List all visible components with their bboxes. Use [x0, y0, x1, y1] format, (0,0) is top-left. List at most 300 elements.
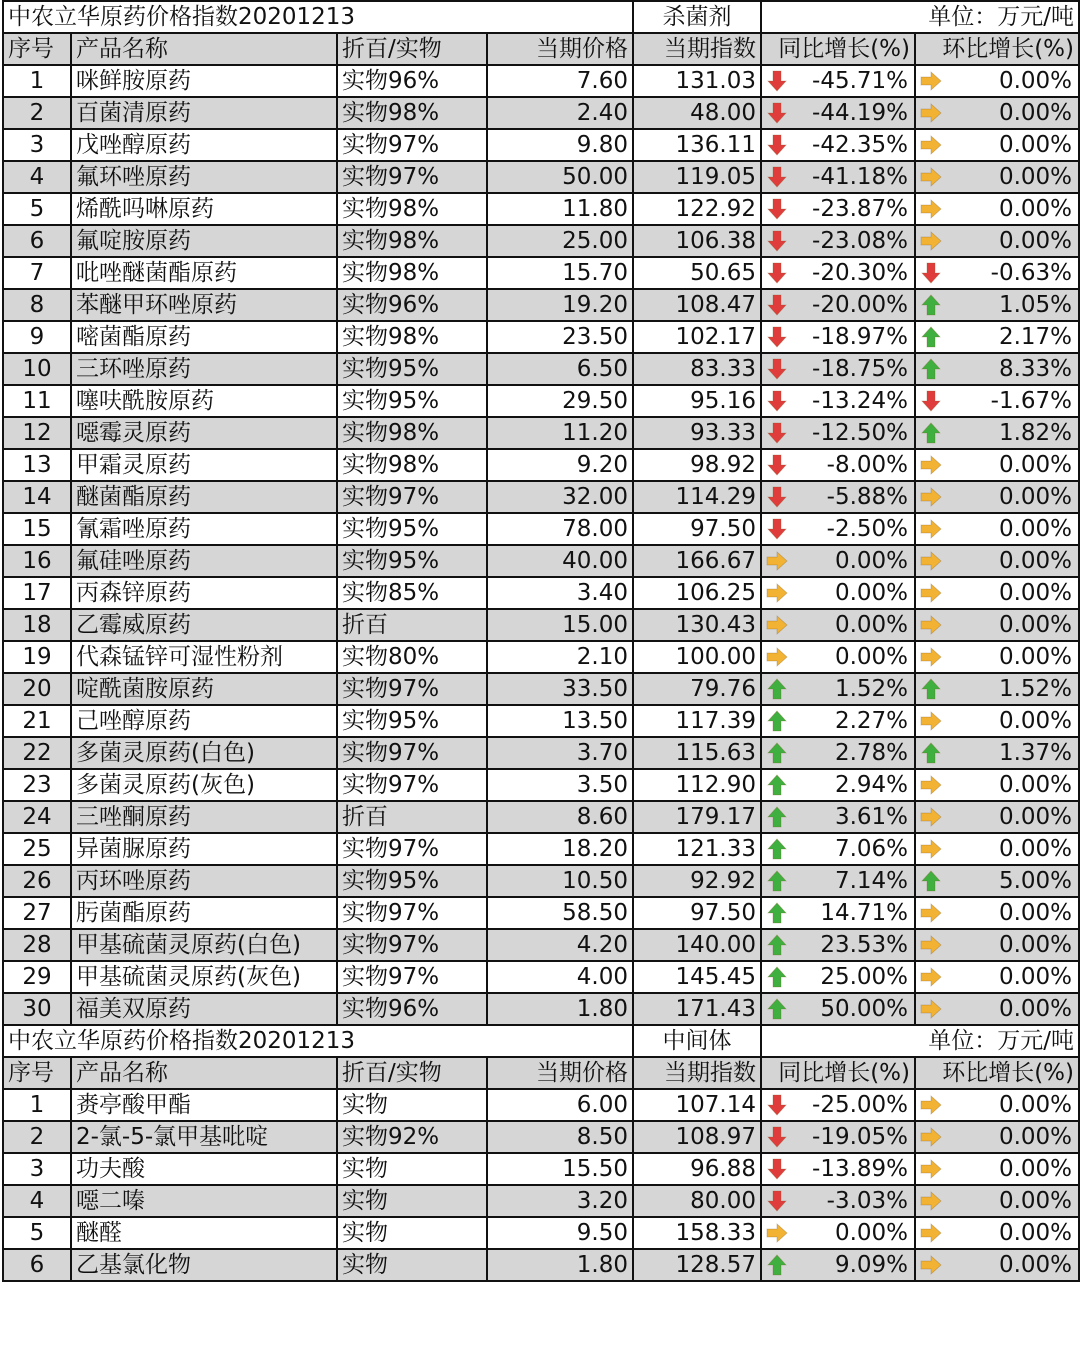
arrow-right-icon — [765, 1221, 789, 1245]
table-row — [3, 353, 1079, 385]
yoy-growth — [761, 545, 915, 577]
mom-value: 0.00% — [998, 644, 1073, 670]
current-index: 108.47 — [633, 289, 761, 321]
current-price: 18.20 — [487, 833, 633, 865]
current-index: 115.63 — [633, 737, 761, 769]
arrow-down-icon — [765, 197, 789, 221]
arrow-right-icon — [765, 581, 789, 605]
current-index: 50.65 — [633, 257, 761, 289]
arrow-right-icon — [919, 645, 943, 669]
product-name: 功夫酸 — [71, 1153, 337, 1185]
current-index: 128.57 — [633, 1249, 761, 1281]
row-number: 4 — [3, 1185, 71, 1217]
product-spec: 实物98% — [337, 225, 487, 257]
arrow-right-icon — [919, 773, 943, 797]
yoy-growth — [761, 1217, 915, 1249]
current-index: 106.25 — [633, 577, 761, 609]
current-price: 10.50 — [487, 865, 633, 897]
mom-growth — [915, 481, 1079, 513]
product-spec: 实物 — [337, 1217, 487, 1249]
current-index: 136.11 — [633, 129, 761, 161]
current-price: 15.70 — [487, 257, 633, 289]
product-spec: 实物98% — [337, 417, 487, 449]
product-name: 醚菌酯原药 — [71, 481, 337, 513]
mom-value: 0.00% — [998, 900, 1073, 926]
table-row — [3, 1153, 1079, 1185]
arrow-right-icon — [919, 1253, 943, 1277]
mom-value: 0.00% — [998, 580, 1073, 606]
current-index: 130.43 — [633, 609, 761, 641]
yoy-growth — [761, 193, 915, 225]
table-row — [3, 1249, 1079, 1281]
arrow-right-icon — [919, 197, 943, 221]
table-category: 中间体 — [633, 1025, 761, 1057]
row-number: 23 — [3, 769, 71, 801]
current-price: 3.70 — [487, 737, 633, 769]
row-number: 12 — [3, 417, 71, 449]
yoy-value: -20.00% — [812, 292, 909, 318]
current-price: 25.00 — [487, 225, 633, 257]
row-number: 24 — [3, 801, 71, 833]
product-spec: 实物92% — [337, 1121, 487, 1153]
current-index: 95.16 — [633, 385, 761, 417]
product-name: 异菌脲原药 — [71, 833, 337, 865]
yoy-growth — [761, 865, 915, 897]
current-price: 23.50 — [487, 321, 633, 353]
arrow-up-icon — [765, 837, 789, 861]
yoy-value: -42.35% — [812, 132, 909, 158]
yoy-value: -20.30% — [812, 260, 909, 286]
yoy-value: 2.78% — [834, 740, 909, 766]
yoy-growth — [761, 833, 915, 865]
arrow-right-icon — [919, 453, 943, 477]
current-price: 8.50 — [487, 1121, 633, 1153]
current-price: 4.20 — [487, 929, 633, 961]
current-index: 79.76 — [633, 673, 761, 705]
yoy-value: -2.50% — [826, 516, 909, 542]
row-number: 10 — [3, 353, 71, 385]
row-number: 16 — [3, 545, 71, 577]
product-name: 己唑醇原药 — [71, 705, 337, 737]
table-row — [3, 1185, 1079, 1217]
table-row — [3, 609, 1079, 641]
mom-growth — [915, 1153, 1079, 1185]
current-index: 131.03 — [633, 65, 761, 97]
table-row — [3, 641, 1079, 673]
table-title-row — [3, 1, 1079, 33]
arrow-down-icon — [765, 357, 789, 381]
product-spec: 实物95% — [337, 705, 487, 737]
table-row — [3, 97, 1079, 129]
product-name: 吡唑醚菌酯原药 — [71, 257, 337, 289]
arrow-down-icon — [765, 133, 789, 157]
mom-growth — [915, 897, 1079, 929]
arrow-up-icon — [765, 933, 789, 957]
arrow-right-icon — [919, 485, 943, 509]
arrow-up-icon — [919, 293, 943, 317]
table-row — [3, 65, 1079, 97]
arrow-up-icon — [919, 677, 943, 701]
yoy-value: 0.00% — [834, 580, 909, 606]
yoy-value: -25.00% — [812, 1092, 909, 1118]
row-number: 25 — [3, 833, 71, 865]
yoy-growth — [761, 705, 915, 737]
row-number: 8 — [3, 289, 71, 321]
yoy-growth — [761, 993, 915, 1025]
current-index: 83.33 — [633, 353, 761, 385]
arrow-down-icon — [765, 325, 789, 349]
mom-growth — [915, 353, 1079, 385]
current-price: 6.50 — [487, 353, 633, 385]
row-number: 3 — [3, 1153, 71, 1185]
row-number: 2 — [3, 97, 71, 129]
current-index: 140.00 — [633, 929, 761, 961]
table-unit: 单位：万元/吨 — [761, 1, 1079, 33]
mom-growth — [915, 417, 1079, 449]
table-unit: 单位：万元/吨 — [761, 1025, 1079, 1057]
product-name: 百菌清原药 — [71, 97, 337, 129]
yoy-growth — [761, 513, 915, 545]
table-row — [3, 257, 1079, 289]
table-row — [3, 769, 1079, 801]
product-name: 氰霜唑原药 — [71, 513, 337, 545]
mom-growth — [915, 577, 1079, 609]
table-header-row — [3, 33, 1079, 65]
product-name: 咪鲜胺原药 — [71, 65, 337, 97]
mom-growth — [915, 321, 1079, 353]
current-price: 13.50 — [487, 705, 633, 737]
current-price: 9.80 — [487, 129, 633, 161]
yoy-growth — [761, 641, 915, 673]
current-index: 121.33 — [633, 833, 761, 865]
yoy-growth — [761, 577, 915, 609]
product-spec: 实物98% — [337, 193, 487, 225]
table-header-row — [3, 1057, 1079, 1089]
arrow-down-icon — [765, 389, 789, 413]
row-number: 3 — [3, 129, 71, 161]
arrow-right-icon — [919, 581, 943, 605]
current-index: 122.92 — [633, 193, 761, 225]
yoy-value: -12.50% — [812, 420, 909, 446]
column-header: 折百/实物 — [337, 1057, 487, 1089]
product-name: 代森锰锌可湿性粉剂 — [71, 641, 337, 673]
product-spec: 实物96% — [337, 993, 487, 1025]
mom-growth — [915, 449, 1079, 481]
current-price: 78.00 — [487, 513, 633, 545]
arrow-up-icon — [765, 805, 789, 829]
product-spec: 实物95% — [337, 865, 487, 897]
arrow-up-icon — [765, 773, 789, 797]
arrow-down-icon — [765, 261, 789, 285]
yoy-value: 23.53% — [820, 932, 909, 958]
product-spec: 实物 — [337, 1249, 487, 1281]
arrow-down-icon — [765, 421, 789, 445]
yoy-value: 9.09% — [834, 1252, 909, 1278]
column-header: 产品名称 — [71, 1057, 337, 1089]
product-spec: 实物97% — [337, 161, 487, 193]
yoy-value: 0.00% — [834, 612, 909, 638]
row-number: 14 — [3, 481, 71, 513]
arrow-up-icon — [919, 357, 943, 381]
product-name: 赉亭酸甲酯 — [71, 1089, 337, 1121]
mom-value: -0.63% — [990, 260, 1073, 286]
column-header: 序号 — [3, 1057, 71, 1089]
product-name: 醚醛 — [71, 1217, 337, 1249]
mom-value: 0.00% — [998, 996, 1073, 1022]
current-index: 179.17 — [633, 801, 761, 833]
current-price: 15.50 — [487, 1153, 633, 1185]
arrow-down-icon — [765, 1157, 789, 1181]
product-name: 甲基硫菌灵原药(灰色) — [71, 961, 337, 993]
table-row — [3, 545, 1079, 577]
row-number: 4 — [3, 161, 71, 193]
product-name: 乙基氯化物 — [71, 1249, 337, 1281]
mom-value: 0.00% — [998, 836, 1073, 862]
column-header: 当期指数 — [633, 33, 761, 65]
product-name: 多菌灵原药(白色) — [71, 737, 337, 769]
arrow-up-icon — [919, 869, 943, 893]
yoy-growth — [761, 1121, 915, 1153]
table-row — [3, 513, 1079, 545]
arrow-down-icon — [765, 1125, 789, 1149]
column-header: 序号 — [3, 33, 71, 65]
product-spec: 实物 — [337, 1153, 487, 1185]
mom-value: 0.00% — [998, 68, 1073, 94]
arrow-down-icon — [919, 261, 943, 285]
yoy-growth — [761, 961, 915, 993]
arrow-right-icon — [919, 69, 943, 93]
arrow-down-icon — [765, 69, 789, 93]
mom-value: 1.82% — [998, 420, 1073, 446]
arrow-up-icon — [765, 677, 789, 701]
yoy-growth — [761, 353, 915, 385]
arrow-up-icon — [765, 997, 789, 1021]
product-spec: 实物97% — [337, 769, 487, 801]
current-index: 166.67 — [633, 545, 761, 577]
row-number: 6 — [3, 225, 71, 257]
mom-growth — [915, 225, 1079, 257]
row-number: 5 — [3, 193, 71, 225]
column-header: 产品名称 — [71, 33, 337, 65]
current-index: 145.45 — [633, 961, 761, 993]
mom-growth — [915, 385, 1079, 417]
mom-growth — [915, 257, 1079, 289]
current-index: 158.33 — [633, 1217, 761, 1249]
column-header: 当期指数 — [633, 1057, 761, 1089]
arrow-right-icon — [919, 1157, 943, 1181]
arrow-right-icon — [919, 549, 943, 573]
product-spec: 实物96% — [337, 65, 487, 97]
yoy-growth — [761, 65, 915, 97]
product-spec: 实物98% — [337, 97, 487, 129]
mom-value: 0.00% — [998, 1156, 1073, 1182]
product-name: 福美双原药 — [71, 993, 337, 1025]
mom-value: 5.00% — [998, 868, 1073, 894]
row-number: 21 — [3, 705, 71, 737]
yoy-value: -44.19% — [812, 100, 909, 126]
current-index: 98.92 — [633, 449, 761, 481]
mom-growth — [915, 609, 1079, 641]
mom-value: 0.00% — [998, 228, 1073, 254]
product-name: 氟啶胺原药 — [71, 225, 337, 257]
arrow-right-icon — [919, 1125, 943, 1149]
arrow-down-icon — [765, 485, 789, 509]
yoy-value: 2.27% — [834, 708, 909, 734]
mom-growth — [915, 1217, 1079, 1249]
mom-value: 1.37% — [998, 740, 1073, 766]
current-index: 108.97 — [633, 1121, 761, 1153]
mom-value: 0.00% — [998, 708, 1073, 734]
mom-growth — [915, 1121, 1079, 1153]
yoy-value: 0.00% — [834, 644, 909, 670]
row-number: 29 — [3, 961, 71, 993]
arrow-right-icon — [919, 965, 943, 989]
table-row — [3, 449, 1079, 481]
current-price: 9.50 — [487, 1217, 633, 1249]
product-spec: 实物97% — [337, 833, 487, 865]
current-price: 7.60 — [487, 65, 633, 97]
mom-value: 2.17% — [998, 324, 1073, 350]
row-number: 22 — [3, 737, 71, 769]
yoy-growth — [761, 769, 915, 801]
mom-growth — [915, 993, 1079, 1025]
current-price: 3.50 — [487, 769, 633, 801]
arrow-right-icon — [919, 1093, 943, 1117]
yoy-growth — [761, 1249, 915, 1281]
table-row — [3, 129, 1079, 161]
yoy-growth — [761, 289, 915, 321]
table-row — [3, 193, 1079, 225]
column-header: 当期价格 — [487, 1057, 633, 1089]
arrow-down-icon — [765, 293, 789, 317]
product-name: 噻呋酰胺原药 — [71, 385, 337, 417]
column-header: 环比增长(%) — [915, 33, 1079, 65]
table-title: 中农立华原药价格指数20201213 — [3, 1025, 633, 1057]
current-index: 92.92 — [633, 865, 761, 897]
arrow-right-icon — [919, 837, 943, 861]
mom-value: 1.05% — [998, 292, 1073, 318]
arrow-up-icon — [765, 965, 789, 989]
current-price: 8.60 — [487, 801, 633, 833]
table-row — [3, 801, 1079, 833]
yoy-value: -23.87% — [812, 196, 909, 222]
current-price: 2.40 — [487, 97, 633, 129]
product-name: 噁二嗪 — [71, 1185, 337, 1217]
product-spec: 实物95% — [337, 513, 487, 545]
row-number: 19 — [3, 641, 71, 673]
yoy-value: 25.00% — [820, 964, 909, 990]
table-row — [3, 481, 1079, 513]
yoy-growth — [761, 161, 915, 193]
current-price: 50.00 — [487, 161, 633, 193]
arrow-up-icon — [919, 741, 943, 765]
arrow-right-icon — [919, 229, 943, 253]
mom-value: 0.00% — [998, 1252, 1073, 1278]
arrow-down-icon — [765, 101, 789, 125]
current-index: 80.00 — [633, 1185, 761, 1217]
mom-growth — [915, 1185, 1079, 1217]
product-spec: 实物97% — [337, 673, 487, 705]
product-spec: 实物97% — [337, 481, 487, 513]
product-spec: 实物96% — [337, 289, 487, 321]
yoy-growth — [761, 1185, 915, 1217]
table-row — [3, 673, 1079, 705]
row-number: 1 — [3, 1089, 71, 1121]
yoy-growth — [761, 673, 915, 705]
arrow-right-icon — [765, 549, 789, 573]
mom-growth — [915, 833, 1079, 865]
mom-growth — [915, 545, 1079, 577]
product-spec: 实物 — [337, 1089, 487, 1121]
yoy-value: 14.71% — [820, 900, 909, 926]
product-spec: 实物97% — [337, 929, 487, 961]
table-title-row — [3, 1025, 1079, 1057]
arrow-right-icon — [919, 933, 943, 957]
row-number: 7 — [3, 257, 71, 289]
product-spec: 实物98% — [337, 449, 487, 481]
mom-growth — [915, 769, 1079, 801]
product-spec: 实物85% — [337, 577, 487, 609]
current-index: 112.90 — [633, 769, 761, 801]
column-header: 同比增长(%) — [761, 1057, 915, 1089]
table-row — [3, 961, 1079, 993]
yoy-growth — [761, 321, 915, 353]
mom-value: -1.67% — [990, 388, 1073, 414]
yoy-value: 7.14% — [834, 868, 909, 894]
mom-value: 0.00% — [998, 772, 1073, 798]
product-name: 嘧菌酯原药 — [71, 321, 337, 353]
yoy-growth — [761, 449, 915, 481]
current-price: 4.00 — [487, 961, 633, 993]
current-index: 171.43 — [633, 993, 761, 1025]
row-number: 17 — [3, 577, 71, 609]
mom-growth — [915, 641, 1079, 673]
column-header: 当期价格 — [487, 33, 633, 65]
yoy-growth — [761, 481, 915, 513]
arrow-right-icon — [919, 613, 943, 637]
current-price: 58.50 — [487, 897, 633, 929]
current-price: 33.50 — [487, 673, 633, 705]
table-row — [3, 385, 1079, 417]
yoy-growth — [761, 1089, 915, 1121]
product-spec: 折百 — [337, 609, 487, 641]
yoy-value: 7.06% — [834, 836, 909, 862]
product-name: 啶酰菌胺原药 — [71, 673, 337, 705]
current-price: 15.00 — [487, 609, 633, 641]
table-row — [3, 993, 1079, 1025]
mom-growth — [915, 705, 1079, 737]
current-price: 29.50 — [487, 385, 633, 417]
mom-value: 0.00% — [998, 484, 1073, 510]
table-row — [3, 161, 1079, 193]
product-name: 噁霉灵原药 — [71, 417, 337, 449]
arrow-down-icon — [765, 1093, 789, 1117]
mom-value: 0.00% — [998, 548, 1073, 574]
product-spec: 折百 — [337, 801, 487, 833]
arrow-down-icon — [765, 229, 789, 253]
yoy-value: -45.71% — [812, 68, 909, 94]
yoy-growth — [761, 737, 915, 769]
arrow-right-icon — [919, 165, 943, 189]
yoy-growth — [761, 1153, 915, 1185]
arrow-right-icon — [919, 1221, 943, 1245]
table-row — [3, 417, 1079, 449]
mom-value: 0.00% — [998, 964, 1073, 990]
table-row — [3, 865, 1079, 897]
arrow-right-icon — [919, 805, 943, 829]
yoy-value: -41.18% — [812, 164, 909, 190]
yoy-value: -19.05% — [812, 1124, 909, 1150]
